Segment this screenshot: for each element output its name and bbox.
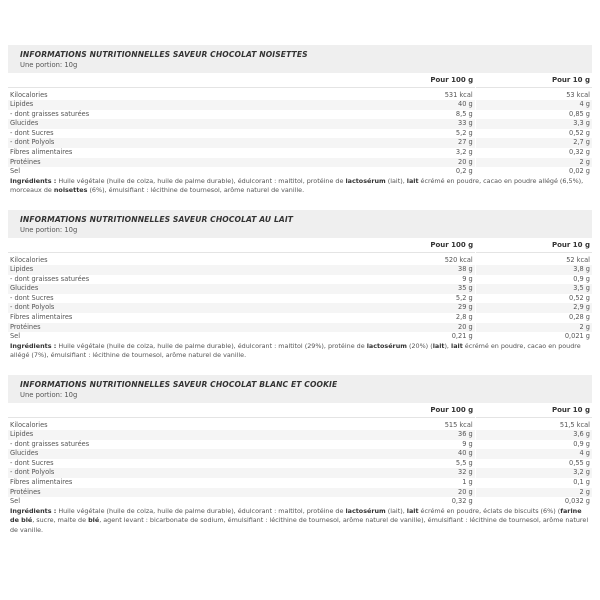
nutrient-name: Sel <box>10 167 21 176</box>
nutrition-table <box>8 403 592 507</box>
nutrient-name: Kilocalories <box>8 418 358 431</box>
nutrition-section-noisettes <box>8 45 592 196</box>
table-header-row <box>8 403 592 418</box>
value-per-100g: 520 kcal <box>358 253 475 266</box>
value-per-100g: 1 g <box>358 478 475 488</box>
value-per-portion: 0,85 g <box>569 109 590 118</box>
nutrient-name: Fibres alimentaires <box>10 147 73 156</box>
table-row <box>8 294 592 304</box>
portion-size: Une portion: 10g <box>20 391 78 399</box>
allergen-text: blé <box>88 516 100 525</box>
value-per-100g: 38 g <box>358 265 475 275</box>
value-per-portion: 3,6 g <box>475 430 592 440</box>
ingredient-text: écrémé en poudre, cacao en poudre allégé (7%), émulsifiant : lécithine de tournesol, arôme naturel de vanille. <box>10 341 581 360</box>
value-per-100g: 515 kcal <box>358 418 475 431</box>
value-per-100g: 32 g <box>358 468 475 478</box>
nutrient-name: Glucides <box>8 449 358 459</box>
table-row <box>8 253 592 266</box>
value-per-100g: 8,5 g <box>358 110 475 120</box>
table-row <box>8 323 592 333</box>
portion-size: Une portion: 10g <box>20 61 78 69</box>
nutrient-name: Lipides <box>8 430 358 440</box>
value-per-portion: 52 kcal <box>475 253 592 266</box>
value-per-100g: 36 g <box>358 430 475 440</box>
table-row <box>8 284 592 294</box>
value-per-100g: 20 g <box>358 158 475 168</box>
table-header-row <box>8 73 592 88</box>
value-per-100g: 9 g <box>358 440 475 450</box>
table-row <box>8 313 592 323</box>
value-per-portion: 2 g <box>475 158 592 168</box>
value-per-100g: 40 g <box>358 100 475 110</box>
value-per-portion: 3,2 g <box>475 468 592 478</box>
nutrition-rows <box>8 88 592 177</box>
allergen-text: lait <box>432 341 445 350</box>
section-title: INFORMATIONS NUTRITIONNELLES SAVEUR CHOCOLAT NOISETTES <box>20 50 308 59</box>
section-title: INFORMATIONS NUTRITIONNELLES SAVEUR CHOCOLAT AU LAIT <box>20 215 294 224</box>
ingredient-text: Huile végétale (huile de colza, huile de palme durable), édulcorant : maltitol, protéine de <box>56 506 346 515</box>
column-header-per-100g: Pour 100 g <box>430 241 474 249</box>
table-row <box>8 88 592 101</box>
ingredient-text: Huile végétale (huile de colza, huile de palme durable), édulcorant : maltitol, protéine de <box>56 176 346 185</box>
ingredient-text: écrémé en poudre, cacao en poudre allégé (6,5%), morceaux de <box>10 176 584 195</box>
table-row <box>8 110 592 120</box>
nutrient-name: - dont graisses saturées <box>10 274 90 283</box>
value-per-100g: 9 g <box>358 275 475 285</box>
table-row <box>8 167 592 177</box>
allergen-text: noisettes <box>53 186 88 195</box>
value-per-100g: 531 kcal <box>358 88 475 101</box>
table-row <box>8 440 592 450</box>
nutrient-name: - dont Sucres <box>10 293 54 302</box>
value-per-100g: 5,2 g <box>358 294 475 304</box>
ingredients-label: Ingrédients : <box>10 506 57 515</box>
ingredients-parts <box>10 177 583 195</box>
ingredients-parts <box>10 342 581 360</box>
table-row <box>8 303 592 313</box>
allergen-text: farine de blé <box>10 506 582 525</box>
nutrient-name: - dont graisses saturées <box>10 109 90 118</box>
value-per-portion: 3,5 g <box>475 284 592 294</box>
value-per-portion: 0,02 g <box>569 167 590 176</box>
table-row <box>8 488 592 498</box>
value-per-portion: 51,5 kcal <box>475 418 592 431</box>
value-per-100g: 33 g <box>358 119 475 129</box>
nutrient-name: Fibres alimentaires <box>10 477 73 486</box>
table-row <box>8 100 592 110</box>
nutrient-name: Glucides <box>8 119 358 129</box>
value-per-100g: 5,5 g <box>358 459 475 469</box>
nutrient-name: - dont Sucres <box>10 128 54 137</box>
value-per-portion: 0,1 g <box>573 477 590 486</box>
nutrient-name: Lipides <box>8 100 358 110</box>
ingredients-text <box>8 342 592 361</box>
nutrient-name: - dont Sucres <box>10 458 54 467</box>
ingredient-text: (lait), <box>385 506 407 515</box>
nutrient-name: Glucides <box>8 284 358 294</box>
table-row <box>8 449 592 459</box>
column-header-per-100g: Pour 100 g <box>430 76 474 84</box>
ingredients-text <box>8 507 592 536</box>
value-per-portion: 0,032 g <box>564 497 590 506</box>
value-per-100g: 29 g <box>358 303 475 313</box>
value-per-portion: 3,8 g <box>475 265 592 275</box>
nutrient-name: - dont graisses saturées <box>10 439 90 448</box>
ingredient-text: (20%) ( <box>406 341 433 350</box>
allergen-text: lactosérum <box>345 506 386 515</box>
value-per-100g: 5,2 g <box>358 129 475 139</box>
value-per-portion: 0,32 g <box>569 147 590 156</box>
value-per-portion: 53 kcal <box>475 88 592 101</box>
nutrient-name: Kilocalories <box>8 253 358 266</box>
column-header-per-portion: Pour 10 g <box>551 241 590 249</box>
value-per-portion: 2 g <box>475 488 592 498</box>
nutrient-name: Sel <box>10 497 21 506</box>
value-per-portion: 4 g <box>475 100 592 110</box>
table-row <box>8 468 592 478</box>
value-per-100g: 35 g <box>358 284 475 294</box>
value-per-100g: 0,21 g <box>358 332 475 342</box>
nutrient-name: Kilocalories <box>8 88 358 101</box>
section-header <box>8 45 592 73</box>
value-per-100g: 27 g <box>358 138 475 148</box>
table-row <box>8 119 592 129</box>
table-row <box>8 148 592 158</box>
value-per-portion: 2 g <box>475 323 592 333</box>
value-per-100g: 20 g <box>358 488 475 498</box>
table-header-row <box>8 238 592 253</box>
ingredients-text <box>8 177 592 196</box>
value-per-portion: 0,9 g <box>573 439 590 448</box>
value-per-100g: 0,2 g <box>358 167 475 177</box>
value-per-100g: 20 g <box>358 323 475 333</box>
section-title: INFORMATIONS NUTRITIONNELLES SAVEUR CHOCOLAT BLANC ET COOKIE <box>20 380 338 389</box>
allergen-text: lait <box>406 506 419 515</box>
ingredient-text: (6%), émulsifiant : lécithine de tournesol, arôme naturel de vanille. <box>87 186 305 195</box>
section-header <box>8 210 592 238</box>
table-row <box>8 459 592 469</box>
table-row <box>8 418 592 431</box>
ingredient-text: , sucre, malte de <box>32 516 89 525</box>
table-row <box>8 478 592 488</box>
ingredients-parts <box>10 507 588 534</box>
value-per-portion: 0,52 g <box>569 128 590 137</box>
table-row <box>8 158 592 168</box>
table-row <box>8 332 592 342</box>
table-row <box>8 265 592 275</box>
nutrient-name: - dont Polyols <box>8 303 358 313</box>
nutrition-section-au-lait <box>8 210 592 361</box>
value-per-portion: 0,52 g <box>569 293 590 302</box>
ingredient-text: , agent levant : bicarbonate de sodium, émulsifiant : lécithine de tournesol, arôme naturel de vanille), émulsifiant : lécithine de tournesol, arôme naturel de vanille. <box>10 516 589 534</box>
value-per-portion: 0,021 g <box>564 332 590 341</box>
value-per-100g: 0,32 g <box>358 497 475 507</box>
value-per-portion: 0,55 g <box>569 458 590 467</box>
value-per-portion: 0,28 g <box>569 312 590 321</box>
value-per-portion: 3,3 g <box>475 119 592 129</box>
allergen-text: lactosérum <box>345 176 386 185</box>
value-per-portion: 2,9 g <box>475 303 592 313</box>
allergen-text: lait <box>406 176 419 185</box>
column-header-per-100g: Pour 100 g <box>430 406 474 414</box>
nutrient-name: Protéines <box>8 158 358 168</box>
nutrient-name: Protéines <box>8 488 358 498</box>
portion-size: Une portion: 10g <box>20 226 78 234</box>
value-per-100g: 3,2 g <box>358 148 475 158</box>
table-row <box>8 497 592 507</box>
table-row <box>8 129 592 139</box>
ingredient-text: Huile végétale (huile de colza, huile de palme durable), édulcorant : maltitol (29%), protéine de <box>56 341 367 350</box>
value-per-portion: 4 g <box>475 449 592 459</box>
nutrient-name: - dont Polyols <box>8 468 358 478</box>
value-per-100g: 2,8 g <box>358 313 475 323</box>
column-header-per-portion: Pour 10 g <box>551 76 590 84</box>
ingredient-text: ), <box>444 341 451 350</box>
nutrient-name: Fibres alimentaires <box>10 312 73 321</box>
nutrition-table <box>8 73 592 177</box>
table-row <box>8 430 592 440</box>
table-row <box>8 138 592 148</box>
allergen-text: lait <box>451 341 463 350</box>
nutrient-name: Protéines <box>8 323 358 333</box>
nutrient-name: Lipides <box>8 265 358 275</box>
nutrition-section-blanc-cookie <box>8 375 592 536</box>
ingredient-text: écrémé en poudre, éclats de biscuits (6%) ( <box>418 506 561 515</box>
nutrient-name: - dont Polyols <box>8 138 358 148</box>
value-per-portion: 2,7 g <box>475 138 592 148</box>
nutrition-table <box>8 238 592 342</box>
ingredients-label: Ingrédients : <box>10 341 57 350</box>
table-row <box>8 275 592 285</box>
column-header-per-portion: Pour 10 g <box>551 406 590 414</box>
ingredient-text: (lait), <box>385 176 407 185</box>
nutrient-name: Sel <box>10 332 21 341</box>
allergen-text: lactosérum <box>366 341 407 350</box>
value-per-100g: 40 g <box>358 449 475 459</box>
section-header <box>8 375 592 403</box>
value-per-portion: 0,9 g <box>573 274 590 283</box>
nutrition-rows <box>8 253 592 342</box>
ingredients-label: Ingrédients : <box>10 176 57 185</box>
nutrition-rows <box>8 418 592 507</box>
